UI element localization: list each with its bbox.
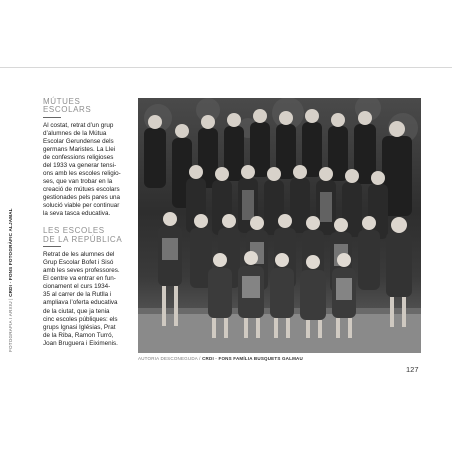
side-caption-separator: | bbox=[8, 296, 13, 302]
side-caption bbox=[8, 208, 13, 352]
photo-credit bbox=[138, 356, 303, 361]
text-column bbox=[43, 98, 133, 348]
section-title-rule bbox=[43, 117, 61, 118]
photo-credit-author: AUTORIA DESCONEGUDA bbox=[138, 356, 198, 361]
photo-illustration bbox=[138, 98, 421, 353]
section-title: MÚTUES ESCOLARS bbox=[43, 97, 92, 115]
top-divider bbox=[0, 67, 452, 68]
section-escoles-republica bbox=[43, 227, 133, 347]
side-caption-prefix: FOTOGRAFIA I ARXIU bbox=[8, 301, 13, 352]
section-mutues-escolars bbox=[43, 98, 133, 218]
side-caption-highlight: CRDI · FONS FOTOGRÀFIC ALJAMAL bbox=[8, 208, 13, 297]
section-title: LES ESCOLES DE LA REPÚBLICA bbox=[43, 226, 123, 244]
photo-credit-archive: CRDI · FONS FAMÍLIA BUSQUETS GALMAU bbox=[202, 356, 303, 361]
section-title-rule bbox=[43, 246, 61, 247]
photo-credit-separator: / bbox=[197, 356, 203, 361]
class-group-photo bbox=[138, 98, 421, 353]
section-body: Al costat, retrat d’un grup d’alumnes de la Mútua Escolar Gerundense dels germans Maristes. La Llei de confessions religioses del 1933 va generar tensi- ons amb les escoles religio- ses, que van trobar en la creació de mútues escolars gestionades pels pares una solució viable per continuar la seva tasca educativa. bbox=[43, 121, 121, 218]
section-body: Retrat de les alumnes del Grup Escolar Bofet i Sisó amb les seves professores. El centre va entrar en fun- cionament el curs 1934- 35 al carrer de la Rutlla i ampliava l’oferta educativa de la ciutat, que ja tenia cinc escoles públiques: els grups Ignasi Iglésias, Prat de la Riba, Ramon Turró, Joan Bruguera i Eiximenis. bbox=[43, 251, 120, 347]
page-number: 127 bbox=[406, 365, 419, 374]
